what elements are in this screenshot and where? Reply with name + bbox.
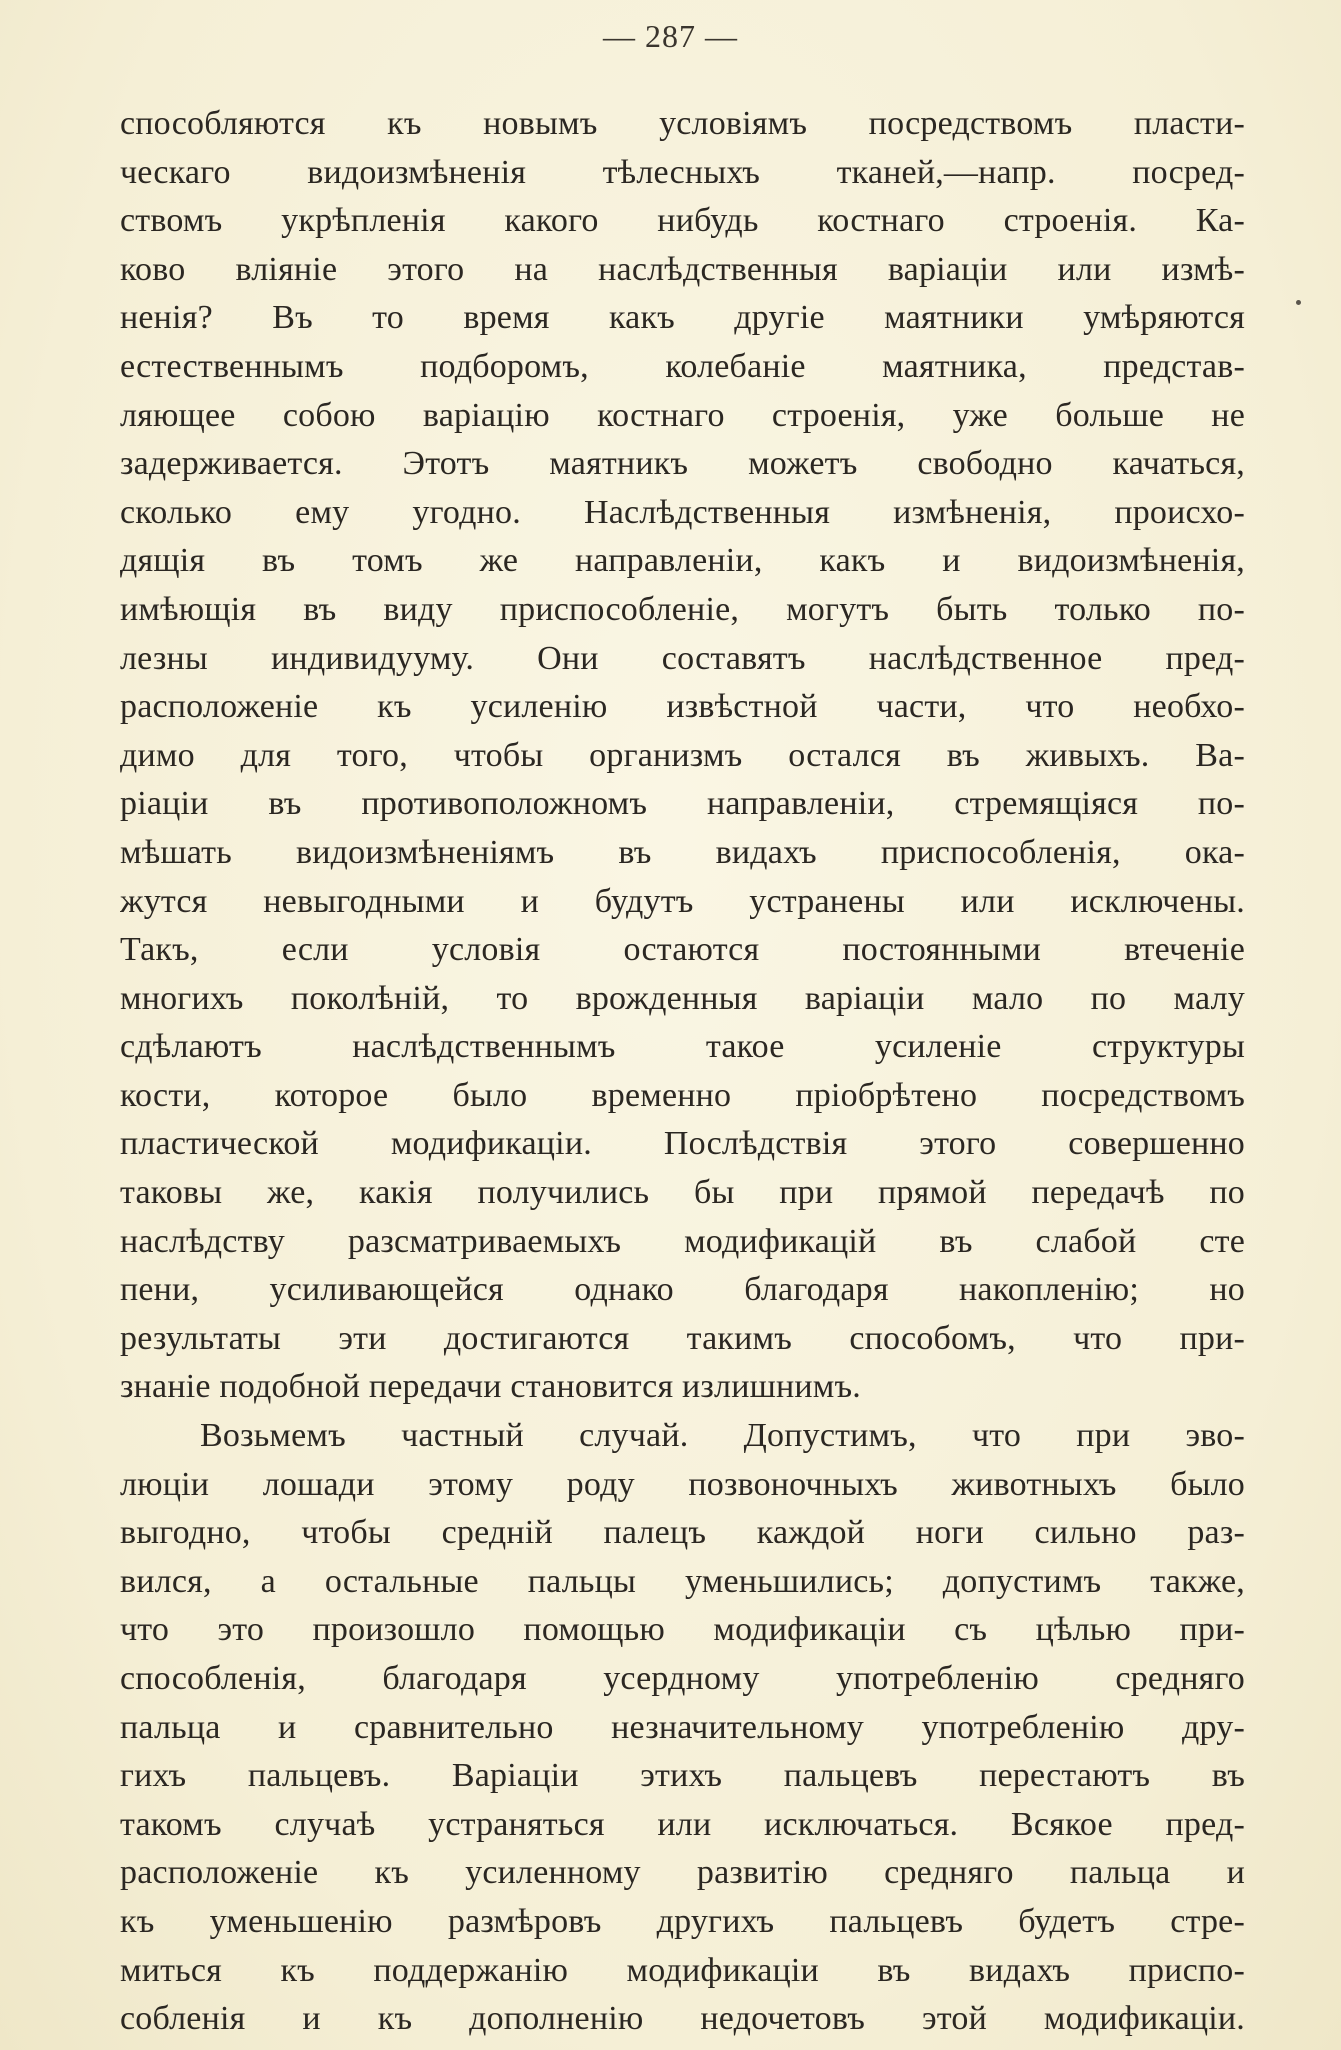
text-line: сдѣлаютъ наслѣдственнымъ такое усиленіе структуры [120, 1028, 1245, 1066]
text-line: мѣшать видоизмѣненіямъ въ видахъ приспособленія, ока- [120, 833, 1245, 871]
text-line: люціи лошади этому роду позвоночныхъ животныхъ было [120, 1465, 1245, 1503]
text-line: пени, усиливающейся однако благодаря накопленію; но [120, 1271, 1245, 1309]
text-line: ляющее собою варіацію костнаго строенія, уже больше не [120, 396, 1245, 434]
text-line: сколько ему угодно. Наслѣдственныя измѣненія, происхо- [120, 493, 1245, 531]
text-line: жутся невыгодными и будутъ устранены или исключены. [120, 882, 1245, 920]
text-line: задерживается. Этотъ маятникъ можетъ свободно качаться, [120, 445, 1245, 483]
text-line: ненія? Въ то время какъ другіе маятники умѣряются [120, 299, 1245, 337]
text-line: способляются къ новымъ условіямъ посредствомъ пласти- [120, 105, 1245, 142]
text-line: расположеніе къ усиленному развитію средняго пальца и [120, 1854, 1245, 1892]
text-line: Возьмемъ частный случай. Допустимъ, что при эво- [200, 1417, 1245, 1455]
text-line: Такъ, если условія остаются постоянными втеченіе [120, 931, 1245, 969]
text-line: пластической модификаціи. Послѣдствія этого совершенно [120, 1125, 1245, 1163]
text-line: ріаціи въ противоположномъ направленіи, стремящіяся по- [120, 785, 1245, 823]
text-line: многихъ поколѣній, то врожденныя варіаціи мало по малу [120, 979, 1245, 1017]
body-text [120, 100, 1245, 2044]
text-line: такомъ случаѣ устраняться или исключаться. Всякое пред- [120, 1805, 1245, 1843]
text-line: димо для того, чтобы организмъ остался въ живыхъ. Ва- [120, 736, 1245, 774]
text-line: естественнымъ подборомъ, колебаніе маятника, представ- [120, 347, 1245, 385]
text-line: ствомъ укрѣпленія какого нибудь костнаго строенія. Ка- [120, 202, 1245, 240]
text-line: выгодно, чтобы средній палецъ каждой ноги сильно раз- [120, 1514, 1245, 1552]
text-line: ческаго видоизмѣненія тѣлесныхъ тканей,—напр. посред- [120, 153, 1245, 191]
margin-speck [1296, 300, 1301, 305]
text-line: гихъ пальцевъ. Варіаціи этихъ пальцевъ перестаютъ въ [120, 1757, 1245, 1795]
text-line: собленія и къ дополненію недочетовъ этой модификаціи. [120, 2000, 1245, 2038]
text-line: ково вліяніе этого на наслѣдственныя варіаціи или измѣ- [120, 250, 1245, 288]
text-line: кости, которое было временно пріобрѣтено посредствомъ [120, 1076, 1245, 1114]
text-line: наслѣдству разсматриваемыхъ модификацій въ слабой сте [120, 1222, 1245, 1260]
text-line: лезны индивидууму. Они составятъ наслѣдственное пред- [120, 639, 1245, 677]
text-line: миться къ поддержанію модификаціи въ видахъ приспо- [120, 1951, 1245, 1989]
text-line: способленія, благодаря усердному употребленію средняго [120, 1660, 1245, 1697]
page-number: — 287 — [603, 18, 738, 54]
text-line: имѣющія въ виду приспособленіе, могутъ быть только по- [120, 590, 1245, 628]
text-line: къ уменьшенію размѣровъ другихъ пальцевъ будетъ стре- [120, 1902, 1245, 1940]
text-line: результаты эти достигаются такимъ способомъ, что при- [120, 1319, 1245, 1357]
text-line: таковы же, какія получились бы при прямой передачѣ по [120, 1174, 1245, 1212]
text-line: что это произошло помощью модификаціи съ цѣлью при- [120, 1611, 1245, 1649]
text-line: пальца и сравнительно незначительному употребленію дру- [120, 1708, 1245, 1746]
text-line: дящія въ томъ же направленіи, какъ и видоизмѣненія, [120, 542, 1245, 580]
text-line: расположеніе къ усиленію извѣстной части, что необхо- [120, 688, 1245, 726]
text-line: знаніе подобной передачи становится излишнимъ. [120, 1368, 861, 1406]
text-line: вился, а остальные пальцы уменьшились; допустимъ также, [120, 1562, 1245, 1600]
